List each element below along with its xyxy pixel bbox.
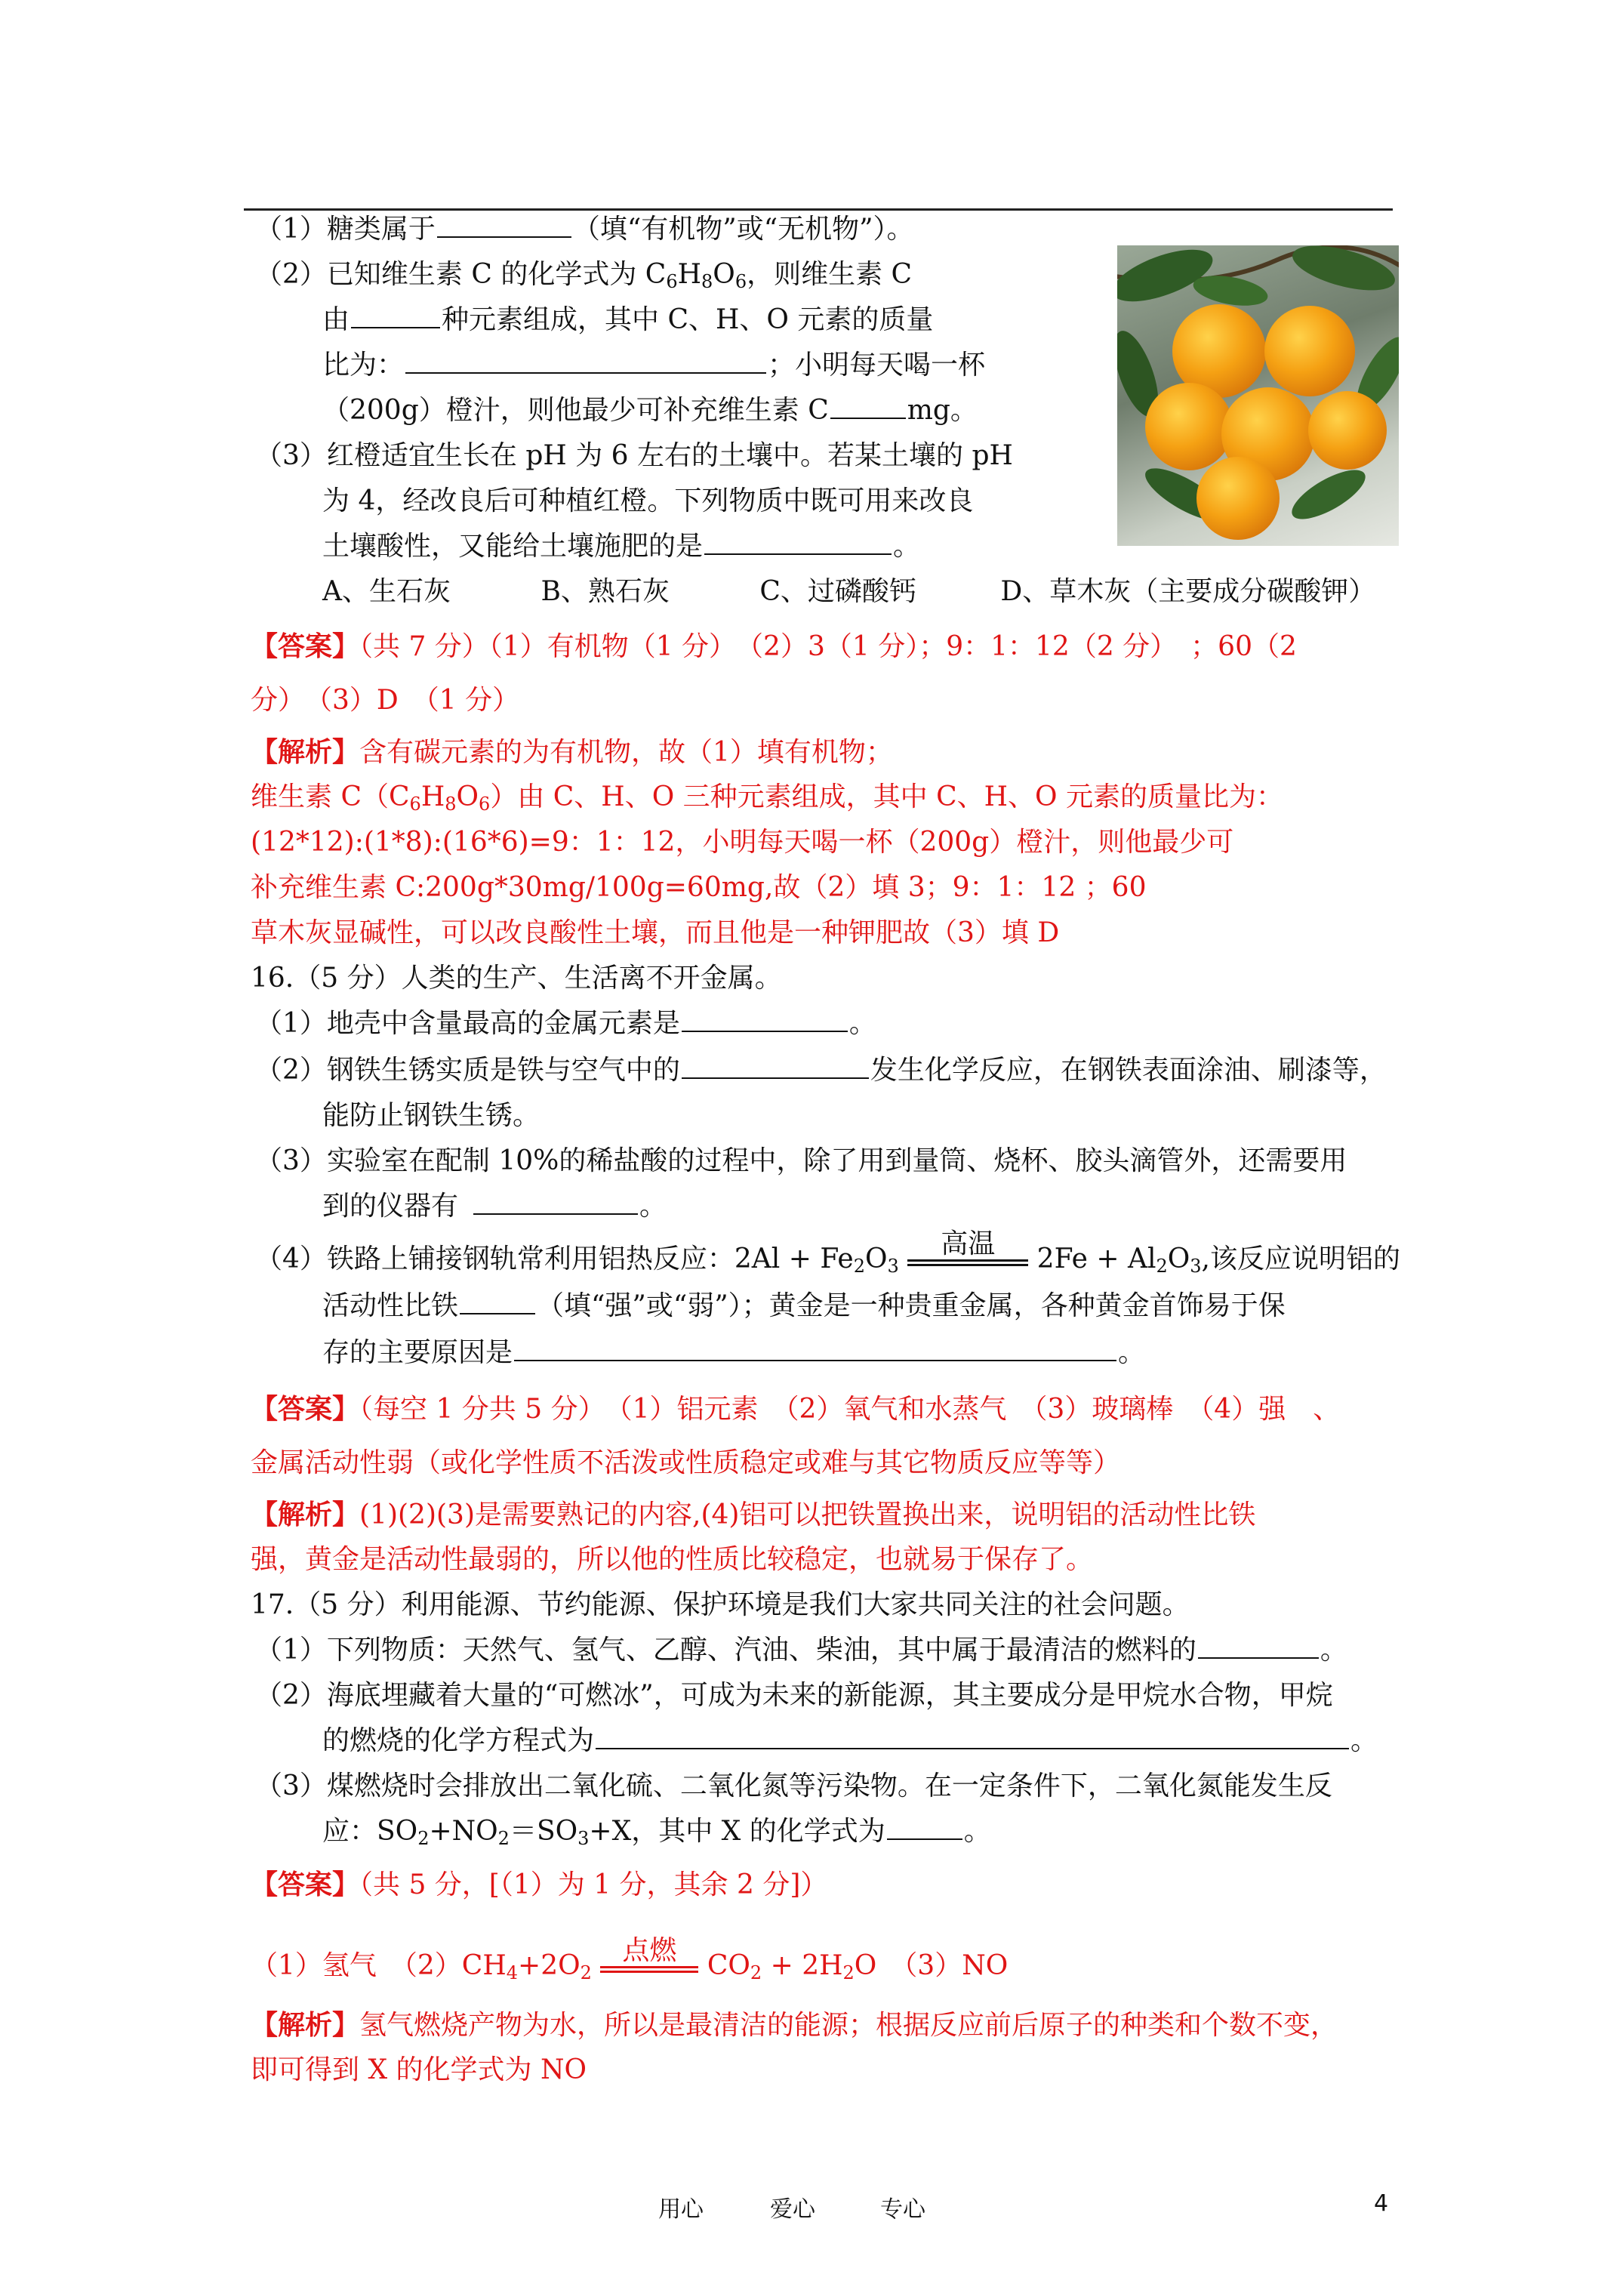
q15-part3-line1: （3）红橙适宜生长在 pH 为 6 左右的土壤中。若某土壤的 pH — [255, 440, 1013, 471]
footer-motto-3: 专心 — [880, 2196, 925, 2223]
q16-part4-line1: （4）铁路上铺接钢轨常利用铝热反应：$2Al + Fe_2O_3$ 高温 $2Fe + Al_2O_3$,该反应说明铝的 — [255, 1228, 1400, 1277]
q17-analysis-line1: 【解析】氢气燃烧产物为水，所以是最清洁的能源；根据反应前后原子的种类和个数不变， — [251, 2009, 1338, 2041]
q15-answer-line1: 【答案】（共 7 分）（1）有机物（1 分） （2）3（1 分）；9：1：12（2 分） ；60（2 — [251, 630, 1297, 662]
answer-blank[interactable] — [351, 304, 440, 328]
option-b: B、熟石灰 — [540, 576, 670, 607]
q17-part1: （1）下列物质：天然气、氢气、乙醇、汽油、柴油，其中属于最清洁的燃料的 。 — [255, 1635, 1347, 1666]
q15-analysis-line4: 补充维生素 C:200g*30mg/100g=60mg,故（2）填 3；9：1：12 ；60 — [251, 872, 1147, 903]
q15-part3-line2: 为 4，经改良后可种植红橙。下列物质中既可用来改良 — [322, 485, 974, 516]
q15-part1: （1）糖类属于 （填“有机物”或“无机物”）。 — [255, 214, 914, 245]
reaction-condition-arrow: 高温 — [907, 1243, 1028, 1276]
q16-part2-line1: （2）钢铁生锈实质是铁与空气中的 发生化学反应，在钢铁表面涂油、刷漆等， — [255, 1055, 1387, 1086]
orange-photo — [1117, 245, 1399, 546]
analysis-tag: 【解析】 — [251, 736, 360, 768]
q15-part2-line4: （200g）橙汁，则他最少可补充维生素 C mg。 — [322, 395, 978, 426]
q15-answer-line2: 分） （3）D （1 分） — [251, 685, 520, 716]
q17-part3-line1: （3）煤燃烧时会排放出二氧化硫、二氧化氮等污染物。在一定条件下，二氧化氮能发生反 — [255, 1771, 1332, 1801]
q15-part2-line1: （2）已知维生素 C 的化学式为 $C_6H_8O_6$，则维生素 C — [255, 259, 913, 292]
q17-answer-line1: 【答案】（共 5 分，[（1）为 1 分，其余 2 分]） — [251, 1869, 828, 1900]
q15-part2-line2: 由 种元素组成，其中 C、H、O 元素的质量 — [322, 304, 934, 335]
q16-part2-line2: 能防止钢铁生锈。 — [322, 1100, 540, 1131]
option-c: C、过磷酸钙 — [759, 576, 916, 607]
q17-part2-line2: 的燃烧的化学方程式为 。 — [322, 1725, 1378, 1756]
answer-blank[interactable] — [704, 531, 892, 555]
q16-part3-line1: （3）实验室在配制 10%的稀盐酸的过程中，除了用到量筒、烧杯、胶头滴管外，还需要用 — [255, 1145, 1347, 1176]
answer-tag: 【答案】 — [251, 1393, 360, 1425]
q15-analysis-line2: 维生素 $C(C_6H_8O_6)$由 C、H、O 三种元素组成，其中 C、H、O 元素的质量比为： — [251, 781, 1283, 815]
answer-blank[interactable] — [596, 1725, 1349, 1749]
footer-motto-2: 爱心 — [770, 2196, 815, 2223]
answer-blank[interactable] — [887, 1816, 962, 1840]
q17-answer-line2: （1）氢气 $(2)CH_4+2O_2$ 点燃 $CO_2 + 2H_2O$ （3）NO — [251, 1935, 1009, 1983]
answer-blank[interactable] — [682, 1055, 869, 1079]
analysis-tag: 【解析】 — [251, 2009, 360, 2041]
q15-analysis-line5: 草木灰显碱性，可以改良酸性土壤，而且他是一种钾肥故（3）填 D — [251, 917, 1060, 948]
q16-part4-line2: 活动性比铁 （填“强”或“弱”）；黄金是一种贵重金属，各种黄金首饰易于保 — [322, 1290, 1286, 1321]
orange-illustration — [1117, 245, 1399, 546]
q15-part2-line3: 比为： ；小明每天喝一杯 — [322, 350, 986, 381]
answer-blank[interactable] — [473, 1191, 638, 1215]
answer-tag: 【答案】 — [251, 630, 360, 662]
q16-answer-line2: 金属活动性弱（或化学性质不活泼或性质稳定或难与其它物质反应等等） — [251, 1447, 1121, 1478]
answer-tag: 【答案】 — [251, 1869, 360, 1900]
option-a: A、生石灰 — [322, 576, 451, 607]
q15-options — [322, 575, 1375, 609]
header-rule — [244, 208, 1393, 211]
q16-part1: （1）地壳中含量最高的金属元素是 。 — [255, 1008, 876, 1039]
q17-part3-line2: 应：$SO_2+NO_2=SO_3+X$，其中 X 的化学式为 。 — [322, 1816, 991, 1849]
q16-analysis-line1: 【解析】(1)(2)(3)是需要熟记的内容,(4)铝可以把铁置换出来，说明铝的活动性比铁 — [251, 1499, 1256, 1530]
q17-part2-line1: （2）海底埋藏着大量的“可燃冰”，可成为未来的新能源，其主要成分是甲烷水合物，甲烷 — [255, 1680, 1333, 1711]
answer-blank[interactable] — [1198, 1635, 1319, 1659]
q15-analysis-line1: 【解析】含有碳元素的为有机物，故（1）填有机物； — [251, 736, 893, 768]
reaction-condition-arrow: 点燃 — [600, 1949, 698, 1983]
option-d: D、草木灰（主要成分碳酸钾） — [1000, 576, 1376, 607]
q17-analysis-line2: 即可得到 X 的化学式为 NO — [251, 2054, 587, 2085]
answer-blank[interactable] — [682, 1008, 848, 1032]
q17-title: 17.（5 分）利用能源、节约能源、保护环境是我们大家共同关注的社会问题。 — [251, 1589, 1190, 1620]
answer-blank[interactable] — [460, 1290, 535, 1314]
analysis-tag: 【解析】 — [251, 1499, 360, 1530]
footer-motto-1: 用心 — [658, 2196, 704, 2223]
page-number: 4 — [1374, 2190, 1389, 2217]
q16-part4-line3: 存的主要原因是 。 — [322, 1337, 1146, 1368]
q15-part3-line3: 土壤酸性，又能给土壤施肥的是 。 — [322, 531, 921, 562]
q16-analysis-line2: 强，黄金是活动性最弱的，所以他的性质比较稳定，也就易于保存了。 — [251, 1544, 1094, 1575]
q16-title: 16.（5 分）人类的生产、生活离不开金属。 — [251, 963, 782, 994]
answer-blank[interactable] — [437, 214, 571, 238]
q16-answer-line1: 【答案】（每空 1 分共 5 分） （1）铝元素 （2）氧气和水蒸气 （3）玻璃棒 （4）强 、 — [251, 1393, 1341, 1425]
answer-blank[interactable] — [830, 395, 906, 419]
answer-blank[interactable] — [514, 1337, 1116, 1361]
q16-part3-line2: 到的仪器有 。 — [322, 1191, 667, 1222]
answer-blank[interactable] — [405, 350, 766, 374]
q15-analysis-line3: (12*12):(1*8):(16*6)=9：1：12，小明每天喝一杯（200g）橙汁，则他最少可 — [251, 827, 1234, 858]
